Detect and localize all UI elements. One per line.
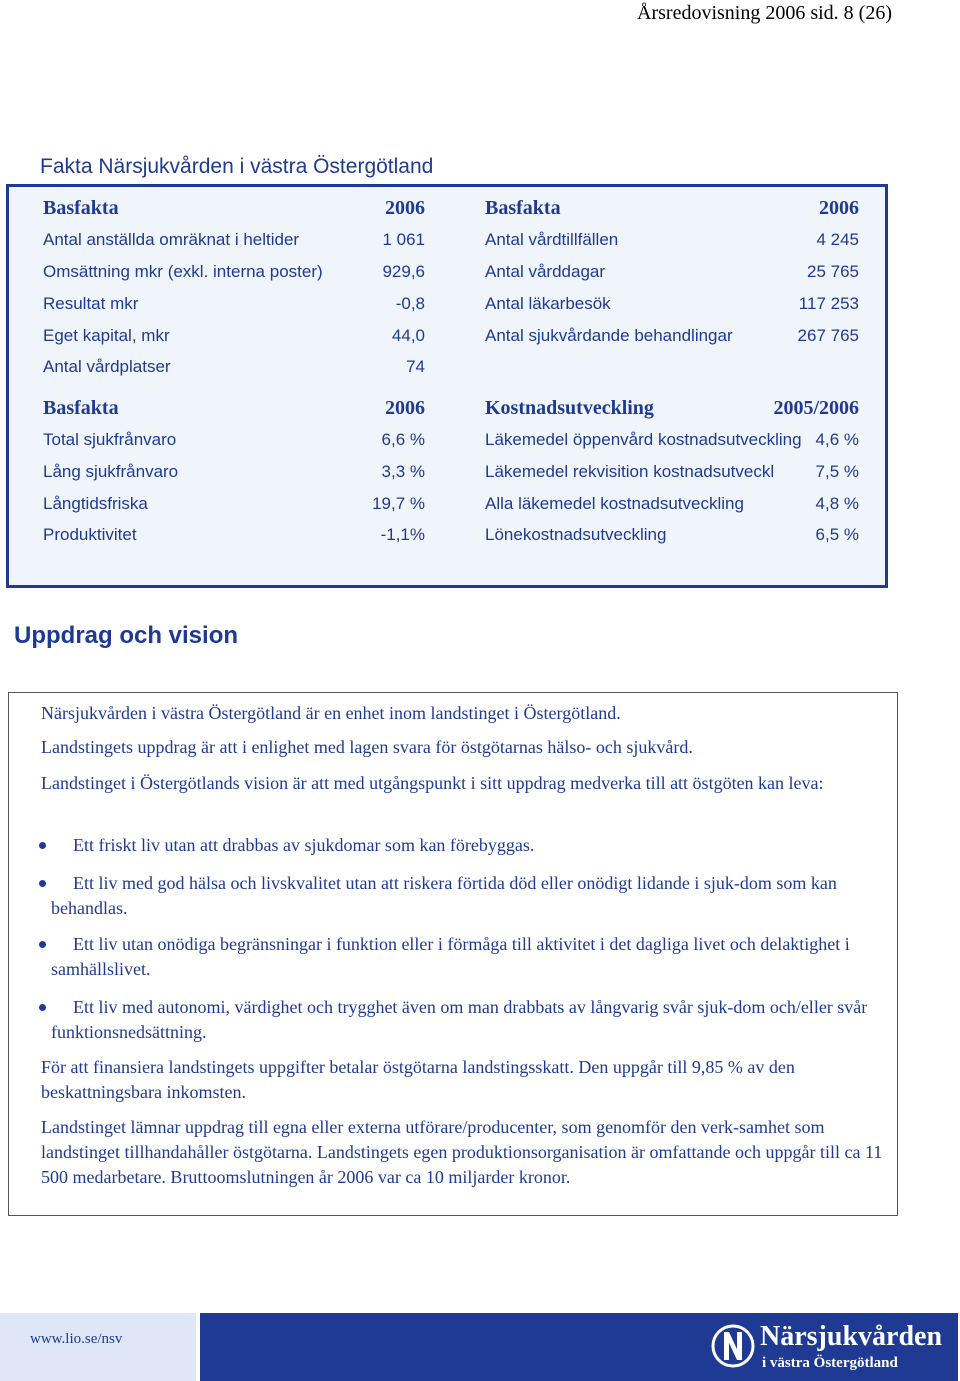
- logo-icon: [710, 1321, 756, 1371]
- footer-brand-name: Närsjukvården: [760, 1321, 943, 1352]
- fact-label: Produktivitet: [43, 525, 137, 544]
- vision-bullet: [39, 833, 893, 858]
- fact-label: Total sjukfrånvaro: [43, 430, 177, 449]
- fact-label: Eget kapital, mkr: [43, 326, 170, 345]
- header-year: 2005/2006: [773, 397, 859, 419]
- fact-row: [485, 225, 859, 255]
- footer-url-link[interactable]: www.lio.se/nsv: [30, 1331, 123, 1347]
- bullet-icon: [39, 1004, 46, 1011]
- fact-value: 7,5 %: [815, 462, 859, 481]
- fact-row: [485, 321, 859, 351]
- fact-label: Lönekostnadsutveckling: [485, 525, 667, 544]
- mission-paragraph-3: Landstinget i Östergötlands vision är att med utgångspunkt i sitt uppdrag medverka till att östgöten kan leva:: [41, 773, 824, 793]
- fact-value: 4,8 %: [815, 494, 859, 513]
- facts-left-top-header: [43, 193, 425, 223]
- mission-paragraph-5: Landstinget lämnar uppdrag till egna eller externa utförare/producenter, som genomför den verk-samhet som landstinget tillhandahåller östgötarna. Landstingets egen produktionsorganisation är omfattande och uppgår till ca 11 500 medarbetare. Bruttoomslutningen år 2006 var ca 10 miljarder kronor.: [41, 1117, 883, 1187]
- bullet-icon: [39, 941, 46, 948]
- fact-value: 4 245: [816, 230, 859, 249]
- header-year: 2006: [819, 197, 859, 219]
- fact-row: [43, 225, 425, 255]
- footer-left-panel: [0, 1313, 196, 1381]
- fact-row: [485, 257, 859, 287]
- header-year: 2006: [385, 397, 425, 419]
- fact-label: Långtidsfriska: [43, 494, 148, 513]
- mission-text-box: [8, 692, 898, 1216]
- fact-label: Antal vårdtillfällen: [485, 230, 619, 249]
- fact-row: [43, 289, 425, 319]
- vision-bullet-text: Ett liv utan onödiga begränsningar i funktion eller i förmåga till aktivitet i det dagliga livet och delaktighet i samhällslivet.: [51, 934, 850, 979]
- vision-bullet-text: Ett friskt liv utan att drabbas av sjukdomar som kan förebyggas.: [73, 835, 535, 855]
- fact-row: [485, 489, 859, 519]
- fact-value: 117 253: [798, 294, 859, 313]
- fact-row: [43, 489, 425, 519]
- header-label: Basfakta: [485, 197, 561, 219]
- facts-title: Fakta Närsjukvården i västra Östergötland: [40, 155, 434, 178]
- bullet-icon: [39, 880, 46, 887]
- footer-brand-panel: [200, 1313, 958, 1381]
- header-label: Basfakta: [43, 197, 119, 219]
- mission-title: Uppdrag och vision: [14, 622, 239, 649]
- fact-row: [485, 425, 859, 455]
- footer-brand-subtitle: i västra Östergötland: [762, 1355, 898, 1371]
- facts-right-bottom-header: [485, 393, 859, 423]
- fact-label: Antal vårdplatser: [43, 357, 171, 376]
- fact-label: Omsättning mkr (exkl. interna poster): [43, 262, 323, 281]
- fact-label: Läkemedel rekvisition kostnadsutveckl: [485, 462, 775, 481]
- fact-row: [485, 520, 859, 550]
- fact-row: [43, 457, 425, 487]
- mission-paragraph-1: Närsjukvården i västra Östergötland är en enhet inom landstinget i Östergötland.: [41, 703, 621, 723]
- fact-value: 3,3 %: [381, 462, 425, 481]
- header-label: Basfakta: [43, 397, 119, 419]
- page-footer: [0, 1313, 960, 1381]
- mission-paragraph-4: För att finansiera landstingets uppgifter betalar östgötarna landstingsskatt. Den uppgår till 9,85 % av den beskattningsbara inkomsten.: [41, 1057, 795, 1102]
- vision-bullet: [39, 932, 893, 982]
- vision-bullet: [39, 871, 893, 921]
- fact-value: 19,7 %: [372, 494, 425, 513]
- fact-row: [43, 425, 425, 455]
- bullet-icon: [39, 842, 46, 849]
- header-year: 2006: [385, 197, 425, 219]
- fact-label: Antal sjukvårdande behandlingar: [485, 326, 733, 345]
- mission-paragraph-2: Landstingets uppdrag är att i enlighet med lagen svara för östgötarnas hälso- och sjukvård.: [41, 737, 693, 757]
- running-header: Årsredovisning 2006 sid. 8 (26): [637, 2, 892, 24]
- fact-label: Läkemedel öppenvård kostnadsutveckling: [485, 430, 802, 449]
- fact-value: -1,1%: [380, 525, 425, 544]
- vision-bullet-text: Ett liv med autonomi, värdighet och trygghet även om man drabbats av långvarig svår sjuk-dom och/eller svår funktionsnedsättning.: [51, 997, 868, 1042]
- fact-label: Antal läkarbesök: [485, 294, 611, 313]
- fact-label: Antal vårddagar: [485, 262, 606, 281]
- fact-value: 25 765: [807, 262, 859, 281]
- fact-label: Lång sjukfrånvaro: [43, 462, 179, 481]
- fact-row: [485, 457, 859, 487]
- fact-value: 44,0: [391, 326, 425, 345]
- fact-value: 4,6 %: [815, 430, 859, 449]
- facts-left-bottom-header: [43, 393, 425, 423]
- fact-label: Resultat mkr: [43, 294, 139, 313]
- fact-row: [43, 520, 425, 550]
- fact-value: 267 765: [797, 326, 859, 345]
- fact-label: Alla läkemedel kostnadsutveckling: [485, 494, 744, 513]
- fact-value: -0,8: [395, 294, 425, 313]
- fact-value: 1 061: [382, 230, 425, 249]
- fact-value: 74: [406, 357, 425, 376]
- facts-right-top-header: [485, 193, 859, 223]
- vision-bullet: [39, 995, 893, 1045]
- fact-value: 6,5 %: [815, 525, 859, 544]
- fact-row: [43, 321, 425, 351]
- fact-value: 6,6 %: [381, 430, 425, 449]
- facts-box: [6, 184, 888, 588]
- fact-row: [43, 352, 425, 382]
- fact-row: [485, 289, 859, 319]
- fact-label: Antal anställda omräknat i heltider: [43, 230, 300, 249]
- header-label: Kostnadsutveckling: [485, 397, 654, 419]
- fact-row: [43, 257, 425, 287]
- vision-bullet-text: Ett liv med god hälsa och livskvalitet utan att riskera förtida död eller onödigt lidande i sjuk-dom som kan behandlas.: [51, 873, 837, 918]
- fact-value: 929,6: [382, 262, 425, 281]
